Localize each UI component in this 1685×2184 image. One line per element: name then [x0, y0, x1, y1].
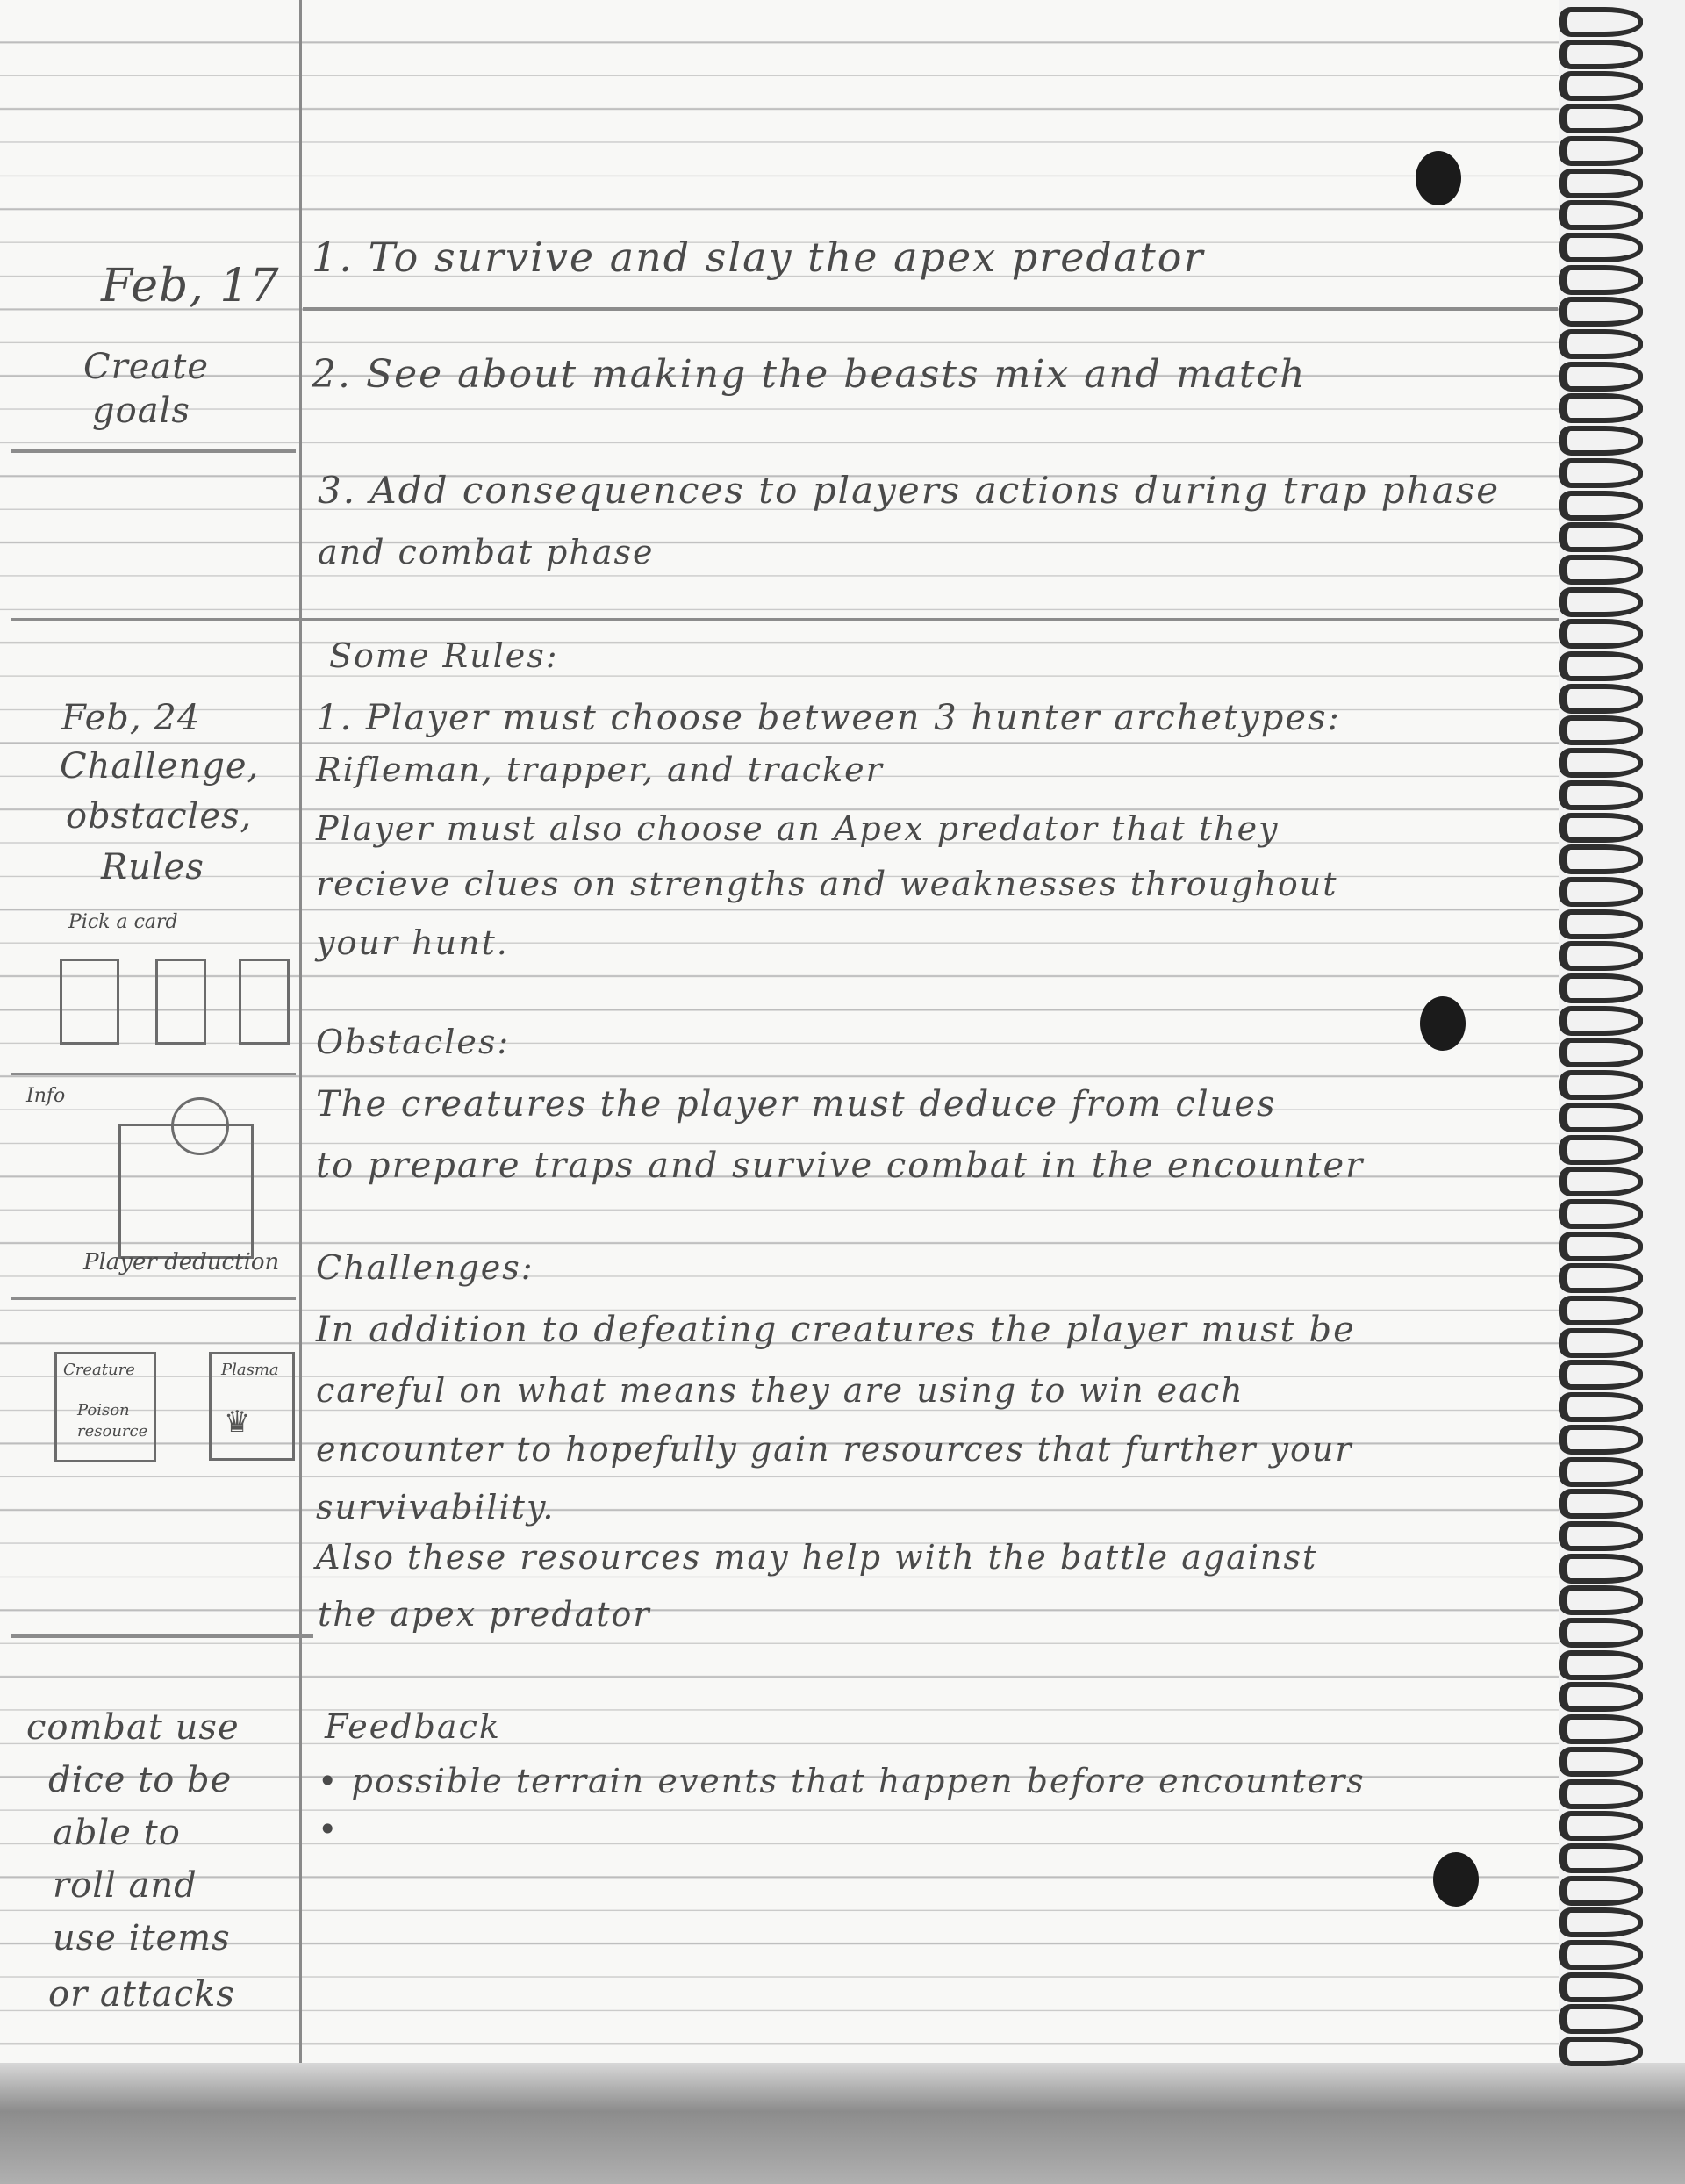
spiral-coil [1559, 1232, 1643, 1261]
obstacles-line: to prepare traps and survive combat in the encounter [316, 1146, 1365, 1186]
spiral-coil [1559, 1682, 1643, 1712]
spiral-coil [1559, 1070, 1643, 1100]
topic-obstacles: obstacles, [66, 796, 253, 837]
spiral-coil [1559, 715, 1643, 745]
spiral-coil [1559, 1392, 1643, 1422]
goal-line: 1. To survive and slay the apex predator [312, 233, 1205, 281]
crown-icon: ♛ [224, 1405, 251, 1440]
spiral-coil [1559, 522, 1643, 552]
spiral-coil [1559, 1167, 1643, 1196]
spiral-coil [1559, 941, 1643, 971]
spiral-coil [1559, 1457, 1643, 1487]
spiral-coil [1559, 393, 1643, 423]
spiral-coil [1559, 104, 1643, 133]
spiral-coil [1559, 877, 1643, 907]
spiral-coil [1559, 780, 1643, 810]
challenges-line: encounter to hopefully gain resources that further your [316, 1430, 1353, 1469]
section-divider [303, 307, 1558, 311]
spiral-coil [1559, 1811, 1643, 1841]
spiral-coil [1559, 909, 1643, 939]
combat-note-line: use items [53, 1918, 231, 1958]
topic-create: Create [83, 347, 209, 387]
spiral-coil [1559, 426, 1643, 456]
spiral-coil [1559, 1714, 1643, 1744]
spiral-coil [1559, 555, 1643, 585]
spiral-coil [1559, 973, 1643, 1003]
date-feb-17: Feb, 17 [101, 260, 280, 313]
card-sketch [155, 959, 206, 1045]
margin-divider [11, 1634, 313, 1638]
spiral-coil [1559, 362, 1643, 392]
spiral-coil [1559, 1972, 1643, 2002]
spiral-coil [1559, 1554, 1643, 1584]
notebook-bottom-edge [0, 2063, 1685, 2184]
spiral-coil [1559, 684, 1643, 714]
poison-label: Poison [77, 1401, 130, 1419]
spiral-coil [1559, 1747, 1643, 1777]
spiral-coil [1559, 1521, 1643, 1551]
rules-line: your hunt. [316, 923, 509, 962]
margin-divider [11, 1297, 296, 1300]
spiral-coil [1559, 1103, 1643, 1132]
feedback-line: • [318, 1810, 340, 1849]
punch-hole [1416, 151, 1461, 205]
rules-line: Player must also choose an Apex predator that they [316, 809, 1280, 848]
spiral-coil [1559, 1489, 1643, 1519]
challenges-heading: Challenges: [316, 1248, 534, 1287]
obstacles-line: The creatures the player must deduce from clues [316, 1084, 1277, 1124]
combat-note-line: roll and [53, 1865, 197, 1906]
spiral-coil [1559, 1263, 1643, 1293]
spiral-coil [1559, 491, 1643, 521]
challenges-line: survivability. [316, 1488, 556, 1527]
combat-note-line: dice to be [48, 1760, 233, 1800]
margin-divider [11, 1073, 296, 1075]
spiral-coil [1559, 265, 1643, 295]
spiral-coil [1559, 587, 1643, 617]
spiral-coil [1559, 1038, 1643, 1067]
pick-card-label: Pick a card [68, 911, 178, 933]
spiral-coil [1559, 297, 1643, 327]
challenges-line: Also these resources may help with the battle against [316, 1538, 1318, 1577]
card-sketch [239, 959, 290, 1045]
margin-divider [11, 449, 296, 453]
combat-note-line: or attacks [48, 1974, 235, 2015]
resource-label: resource [77, 1422, 148, 1440]
challenges-line: In addition to defeating creatures the player must be [316, 1310, 1356, 1350]
feedback-heading: Feedback [325, 1707, 501, 1746]
topic-rules: Rules [101, 847, 204, 887]
spiral-coil [1559, 619, 1643, 649]
spiral-coil [1559, 40, 1643, 69]
rules-line: Rifleman, trapper, and tracker [316, 751, 884, 789]
goal-line: and combat phase [318, 533, 655, 571]
spiral-coil [1559, 1585, 1643, 1615]
spiral-coil [1559, 233, 1643, 262]
spiral-coil [1559, 1876, 1643, 1906]
margin-line [299, 0, 302, 2072]
spiral-coil [1559, 7, 1643, 37]
punch-hole [1433, 1852, 1479, 1907]
spiral-coil [1559, 1296, 1643, 1325]
obstacles-heading: Obstacles: [316, 1023, 511, 1061]
info-label: Info [26, 1085, 66, 1107]
topic-challenge: Challenge, [60, 746, 260, 787]
card-sketch [60, 959, 119, 1045]
spiral-coil [1559, 1135, 1643, 1165]
player-deduction-label: Player deduction [83, 1249, 280, 1275]
spiral-coil [1559, 329, 1643, 359]
spiral-coil [1559, 458, 1643, 488]
creature-label: Creature [63, 1361, 135, 1379]
combat-note-line: combat use [26, 1707, 240, 1748]
spiral-coil [1559, 169, 1643, 198]
spiral-coil [1559, 1940, 1643, 1970]
spiral-coil [1559, 1907, 1643, 1937]
rules-line: 1. Player must choose between 3 hunter archetypes: [316, 698, 1341, 738]
feedback-line: • possible terrain events that happen before encounters [318, 1762, 1366, 1800]
goal-line: 3. Add consequences to players actions during trap phase [318, 469, 1501, 512]
plasma-label: Plasma [221, 1361, 279, 1379]
rules-line: recieve clues on strengths and weaknesses throughout [316, 865, 1338, 903]
spiral-coil [1559, 1360, 1643, 1390]
spiral-coil [1559, 1843, 1643, 1873]
spiral-coil [1559, 1618, 1643, 1648]
spiral-coil [1559, 71, 1643, 101]
spiral-coil [1559, 200, 1643, 230]
spiral-coil [1559, 1328, 1643, 1358]
date-feb-24: Feb, 24 [61, 698, 201, 738]
spiral-coil [1559, 1779, 1643, 1809]
combat-note-line: able to [53, 1813, 181, 1853]
rules-heading: Some Rules: [329, 636, 559, 675]
challenges-line: the apex predator [318, 1595, 651, 1634]
spiral-coil [1559, 1006, 1643, 1036]
spiral-coil [1559, 1425, 1643, 1455]
challenges-line: careful on what means they are using to win each [316, 1371, 1244, 1410]
spiral-coil [1559, 2004, 1643, 2034]
topic-goals: goals [92, 391, 190, 431]
spiral-coil [1559, 651, 1643, 681]
punch-hole [1420, 996, 1466, 1051]
section-divider [11, 618, 1560, 621]
spiral-coil [1559, 136, 1643, 166]
goal-line: 2. See about making the beasts mix and match [312, 352, 1307, 397]
spiral-coil [1559, 813, 1643, 843]
spiral-coil [1559, 748, 1643, 778]
spiral-coil [1559, 1199, 1643, 1229]
spiral-coil [1559, 844, 1643, 874]
spiral-coil [1559, 2037, 1643, 2066]
magnifier-icon [171, 1097, 229, 1155]
spiral-coil [1559, 1650, 1643, 1680]
